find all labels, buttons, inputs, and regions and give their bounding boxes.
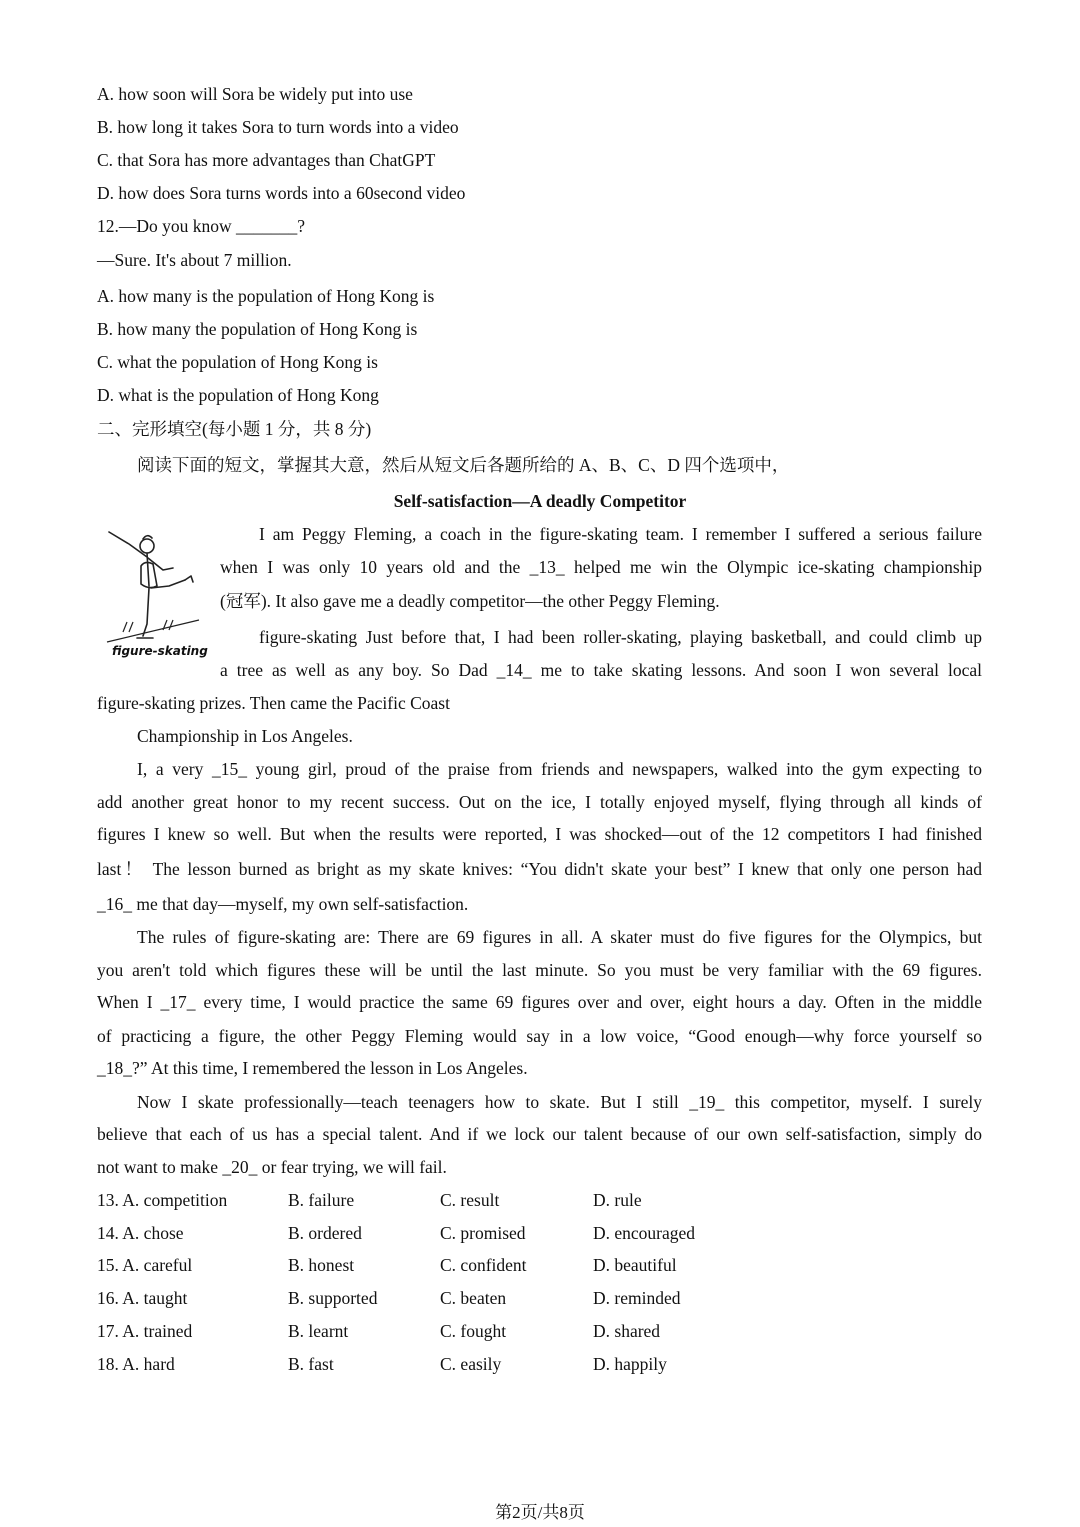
q12-option-d: D. what is the population of Hong Kong: [97, 385, 379, 405]
choice-17-a: 17. A. trained: [97, 1321, 193, 1341]
choice-16-b: B. supported: [288, 1288, 378, 1308]
choice-16-c: C. beaten: [440, 1288, 507, 1308]
q12-stem: 12.—Do you know _______?: [97, 216, 306, 236]
choice-17-b: B. learnt: [288, 1321, 349, 1341]
passage-line: when I was only 10 years old and the _13_ helped me win the Olympic ice-skating championship: [220, 557, 982, 577]
choice-15-d: D. beautiful: [593, 1255, 677, 1275]
q12-reply: —Sure. It's about 7 million.: [97, 250, 292, 270]
choice-14-c: C. promised: [440, 1223, 526, 1243]
passage-line: Now I skate professionally—teach teenagers how to skate. But I still _19_ this competitor, myself. I surely: [137, 1092, 982, 1112]
choice-15-b: B. honest: [288, 1255, 355, 1275]
choice-18-d: D. happily: [593, 1354, 667, 1374]
passage-line: figures I knew so well. But when the results were reported, I was shocked—out of the 12 competitors I had finished: [97, 824, 982, 844]
passage-title: Self-satisfaction—A deadly Competitor: [393, 491, 687, 511]
section-heading: 二、完形填空(每小题 1 分，共 8 分): [97, 419, 372, 439]
choice-17-c: C. fought: [440, 1321, 507, 1341]
choice-14-b: B. ordered: [288, 1223, 362, 1243]
choice-14-a: 14. A. chose: [97, 1223, 184, 1243]
choice-18-c: C. easily: [440, 1354, 502, 1374]
choice-18-a: 18. A. hard: [97, 1354, 175, 1374]
passage-line: you aren't told which figures these will be until the last minute. So you must be very familiar with the 69 figures.: [97, 960, 982, 980]
passage-line: (冠军). It also gave me a deadly competitor—the other Peggy Fleming.: [220, 591, 720, 611]
q12-option-c: C. what the population of Hong Kong is: [97, 352, 378, 372]
passage-line: _18_?” At this time, I remembered the lesson in Los Angeles.: [97, 1058, 528, 1078]
passage-line: a tree as well as any boy. So Dad _14_ me to take skating lessons. And soon I won several local: [220, 660, 982, 680]
choice-16-d: D. reminded: [593, 1288, 681, 1308]
passage-line: of practicing a figure, the other Peggy Fleming would say in a low voice, “Good enough—why force yourself so: [97, 1026, 982, 1046]
passage-line: Championship in Los Angeles.: [137, 726, 353, 746]
passage-line: When I _17_ every time, I would practice the same 69 figures over and over, eight hours a day. Often in the middle: [97, 992, 982, 1012]
passage-line: _16_ me that day—myself, my own self-satisfaction.: [97, 894, 469, 914]
passage-line: figure-skating Just before that, I had been roller-skating, playing basketball, and could climb up: [259, 627, 982, 647]
passage-line: add another great honor to my recent success. Out on the ice, I totally enjoyed myself, flying through all kinds of: [97, 792, 982, 812]
q11-option-c: C. that Sora has more advantages than ChatGPT: [97, 150, 436, 170]
choice-13-c: C. result: [440, 1190, 500, 1210]
passage-line: The rules of figure-skating are: There are 69 figures in all. A skater must do five figures for the Olympics, but: [137, 927, 982, 947]
passage-line: not want to make _20_ or fear trying, we will fail.: [97, 1157, 447, 1177]
section-instruction: 阅读下面的短文，掌握其大意，然后从短文后各题所给的 A、B、C、D 四个选项中，: [137, 455, 790, 475]
passage-line: I am Peggy Fleming, a coach in the figure-skating team. I remember I suffered a serious failure: [259, 524, 982, 544]
choice-15-a: 15. A. careful: [97, 1255, 193, 1275]
choice-13-a: 13. A. competition: [97, 1190, 228, 1210]
q12-option-a: A. how many is the population of Hong Kong is: [97, 286, 435, 306]
choice-16-a: 16. A. taught: [97, 1288, 188, 1308]
q12-option-b: B. how many the population of Hong Kong is: [97, 319, 418, 339]
figure-caption: figure-skating: [112, 644, 208, 658]
choice-18-b: B. fast: [288, 1354, 334, 1374]
q11-option-a: A. how soon will Sora be widely put into use: [97, 84, 413, 104]
choice-17-d: D. shared: [593, 1321, 661, 1341]
choice-14-d: D. encouraged: [593, 1223, 696, 1243]
passage-line: last！ The lesson burned as bright as my skate knives: “You didn't skate your best” I knew that only one person had: [97, 859, 982, 879]
q11-option-b: B. how long it takes Sora to turn words into a video: [97, 117, 459, 137]
passage-line: figure-skating prizes. Then came the Pacific Coast: [97, 693, 450, 713]
choice-13-d: D. rule: [593, 1190, 642, 1210]
choice-15-c: C. confident: [440, 1255, 527, 1275]
page-footer: 第2页/共8页: [495, 1503, 585, 1522]
q11-option-d: D. how does Sora turns words into a 60second video: [97, 183, 466, 203]
figure-skater-illustration: [103, 524, 203, 664]
passage-line: I, a very _15_ young girl, proud of the praise from friends and newspapers, walked into the gym expecting to: [137, 759, 982, 779]
passage-line: believe that each of us has a special talent. And if we lock our talent because of our own self-satisfaction, simply do: [97, 1124, 982, 1144]
choice-13-b: B. failure: [288, 1190, 355, 1210]
